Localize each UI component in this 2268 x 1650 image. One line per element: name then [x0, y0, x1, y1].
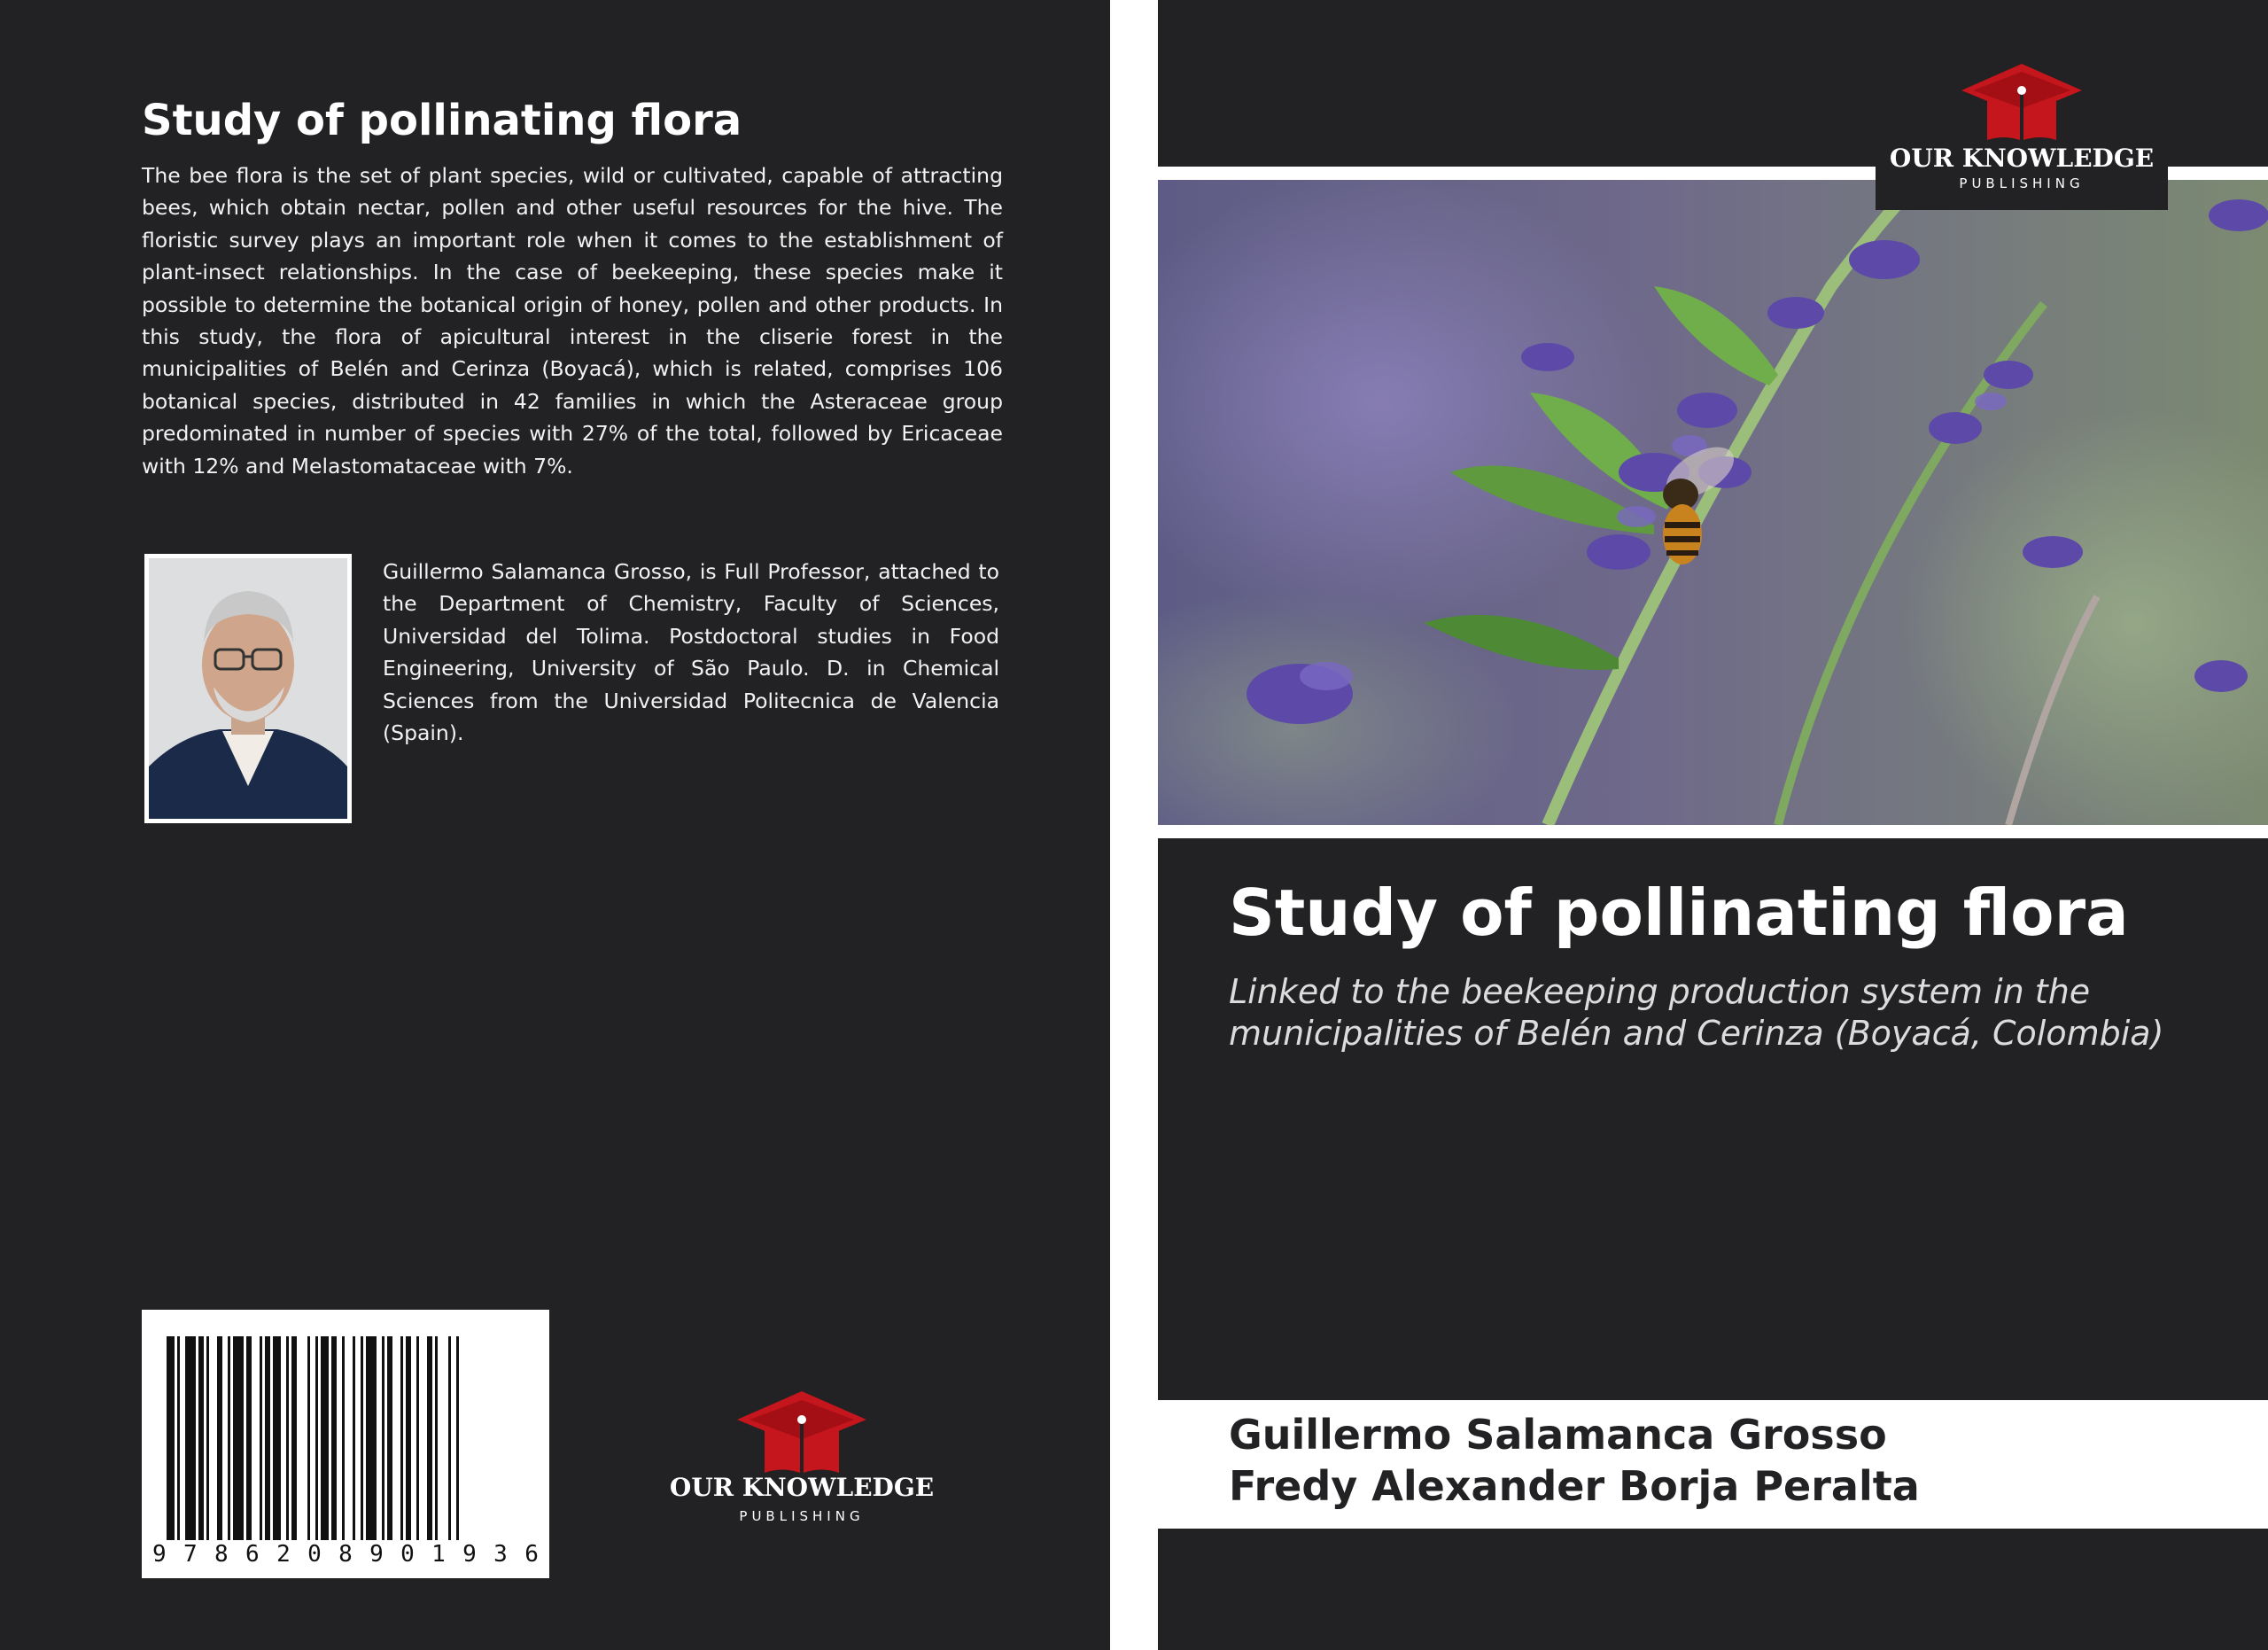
- cover-photo-bee-on-flowers: [1158, 180, 2268, 825]
- barcode-bar: [342, 1336, 345, 1540]
- barcode-bar: [387, 1336, 392, 1540]
- barcode-digit: 3: [493, 1541, 508, 1568]
- barcode-bars: [142, 1310, 549, 1578]
- barcode-bar: [361, 1336, 363, 1540]
- publisher-name: OUR KNOWLEDGE: [1889, 144, 2155, 173]
- barcode-bar: [167, 1336, 175, 1540]
- barcode-bar: [291, 1336, 297, 1540]
- barcode-digit: 9: [462, 1541, 477, 1568]
- barcode-digit: 0: [307, 1541, 322, 1568]
- author-name: Fredy Alexander Borja Peralta: [1229, 1462, 1920, 1510]
- publisher-tagline: PUBLISHING: [739, 1508, 865, 1524]
- barcode-digit: 8: [214, 1541, 229, 1568]
- barcode-bar: [353, 1336, 355, 1540]
- publisher-name: OUR KNOWLEDGE: [669, 1473, 935, 1502]
- author-portrait-image: [144, 554, 352, 823]
- barcode-digit: 1: [431, 1541, 446, 1568]
- barcode-digit: 2: [276, 1541, 291, 1568]
- barcode-digit: 7: [183, 1541, 198, 1568]
- mortarboard-book-icon: [660, 1384, 944, 1482]
- author-photo: [144, 554, 352, 823]
- isbn-barcode: [142, 1310, 549, 1578]
- barcode-digit: 6: [524, 1541, 539, 1568]
- barcode-bar: [406, 1336, 411, 1540]
- publisher-tagline: PUBLISHING: [1959, 175, 2085, 191]
- mortarboard-book-icon: [1876, 53, 2168, 146]
- barcode-bar: [233, 1336, 244, 1540]
- barcode-bar: [448, 1336, 451, 1540]
- barcode-bar: [273, 1336, 281, 1540]
- barcode-bar: [286, 1336, 289, 1540]
- barcode-bar: [416, 1336, 419, 1540]
- back-cover: [0, 0, 1110, 1650]
- barcode-bar: [228, 1336, 230, 1540]
- barcode-bar: [331, 1336, 337, 1540]
- bee-flower-image: [1158, 180, 2268, 825]
- barcode-bar: [177, 1336, 180, 1540]
- barcode-digit: 8: [338, 1541, 353, 1568]
- barcode-bar: [185, 1336, 196, 1540]
- barcode-digit: 6: [245, 1541, 260, 1568]
- authors-band: [1158, 1400, 2268, 1529]
- barcode-bar: [265, 1336, 270, 1540]
- author-name: Guillermo Salamanca Grosso: [1229, 1411, 1887, 1459]
- barcode-bar: [315, 1336, 318, 1540]
- barcode-bar: [427, 1336, 432, 1540]
- barcode-bar: [206, 1336, 209, 1540]
- barcode-bar: [321, 1336, 329, 1540]
- barcode-bar: [246, 1336, 252, 1540]
- author-bio: Guillermo Salamanca Grosso, is Full Professor, attached to the Department of Chemistry, Faculty of Sciences, Universidad del Tolima. Postdoctoral studies in Food Engineering, University of São Paulo. D. in Chemical Sciences from the Universidad Politecnica de Valencia (Spain).: [383, 559, 999, 746]
- back-cover-title: Study of pollinating flora: [142, 96, 742, 145]
- barcode-bar: [456, 1336, 459, 1540]
- barcode-digits: [152, 1541, 539, 1568]
- barcode-bar: [307, 1336, 310, 1540]
- front-cover-title: Study of pollinating flora: [1229, 876, 2129, 950]
- barcode-digit: 9: [152, 1541, 167, 1568]
- publisher-logo-front: [1876, 53, 2168, 210]
- publisher-logo-back: [660, 1384, 944, 1535]
- front-cover-bottom-band: [1158, 1529, 2268, 1650]
- back-cover-abstract: The bee flora is the set of plant species, wild or cultivated, capable of attracting bees, which obtain nectar, pollen and other useful resources for the hive. The floristic survey plays an important role when it comes to the establishment of plant-insect relationships. In the case of beekeeping, these species make it possible to determine the botanical origin of honey, pollen and other products. In this study, the flora of apicultural interest in the cliserie forest in the municipalities of Belén and Cerinza (Boyacá), which is related, comprises 106 botanical species, distributed in 42 families in which the Asteraceae group predominated in number of species with 27% of the total, followed by Ericaceae with 12% and Melastomataceae with 7%.: [142, 163, 1003, 479]
- barcode-digit: 0: [400, 1541, 415, 1568]
- barcode-bar: [260, 1336, 262, 1540]
- front-cover-subtitle: Linked to the beekeeping production system in the municipalities of Belén and Cerinza (Boyacá, Colombia): [1229, 972, 2164, 1053]
- barcode-digit: 9: [369, 1541, 384, 1568]
- barcode-bar: [198, 1336, 204, 1540]
- barcode-bar: [217, 1336, 222, 1540]
- barcode-bar: [366, 1336, 377, 1540]
- barcode-bar: [435, 1336, 438, 1540]
- barcode-bar: [382, 1336, 384, 1540]
- barcode-bar: [400, 1336, 403, 1540]
